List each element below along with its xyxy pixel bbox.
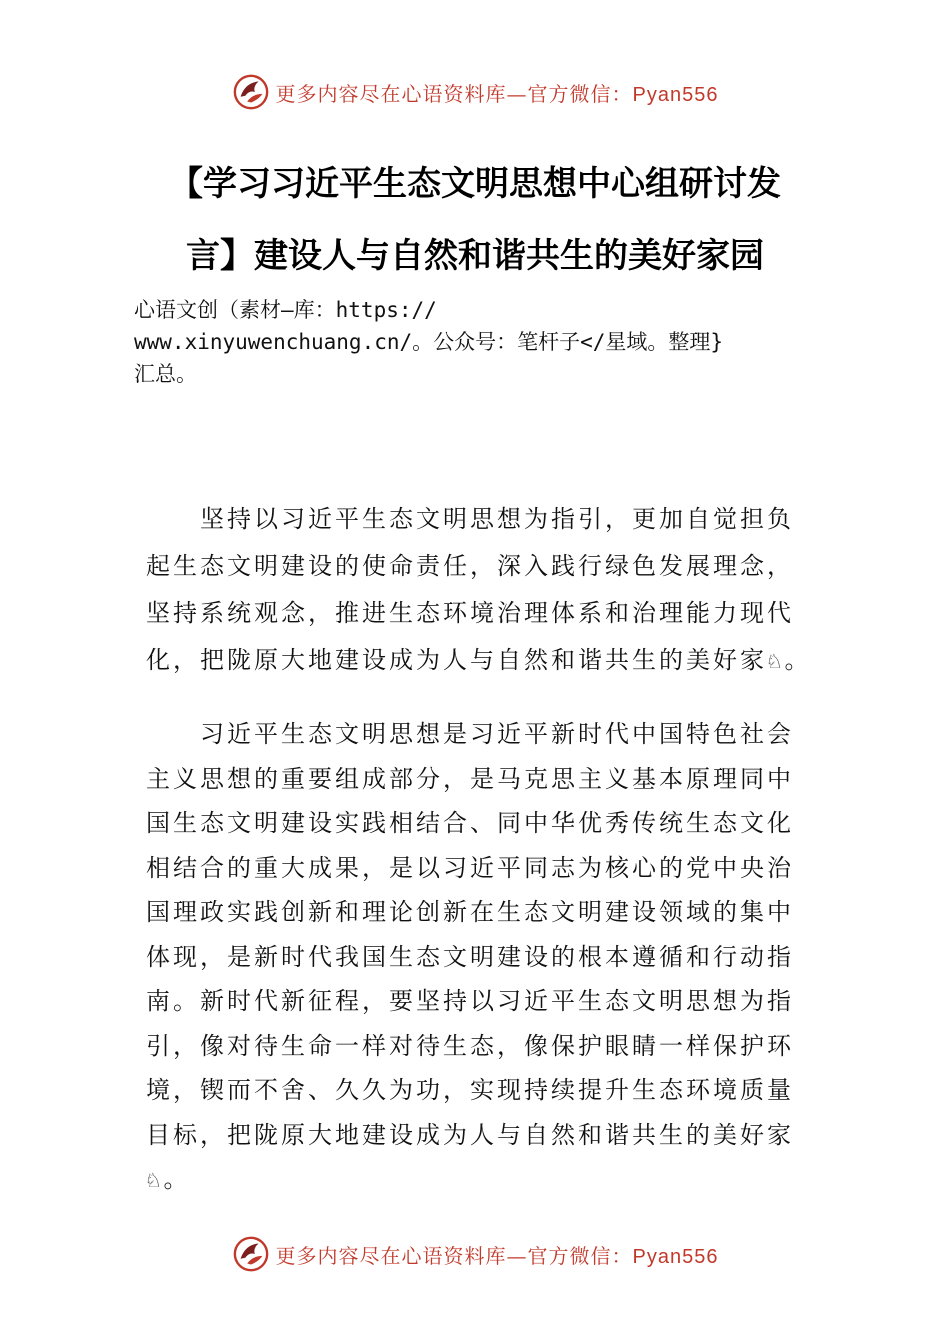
paragraph-line: 化，把陇原大地建设成为人与自然和谐共生的美好家♘。 <box>146 646 812 674</box>
source-line: 汇总。 <box>134 362 197 386</box>
paragraph-line: 国理政实践创新和理论创新在生态文明建设领域的集中 <box>146 898 794 926</box>
source-line: www.xinyuwenchuang.cn/。公众号：笔杆子</星域。整理} <box>134 330 724 354</box>
paragraph-line: 相结合的重大成果，是以习近平同志为核心的党中央治 <box>146 853 794 882</box>
paragraph-line: 引，像对待生命一样对待生态，像保护眼睛一样保护环 <box>146 1031 794 1060</box>
paragraph-line: 境，锲而不舍、久久为功，实现持续提升生态环境质量 <box>146 1076 794 1104</box>
header-banner-text: 更多内容尽在心语资料库—官方微信：Pyan556 <box>275 81 719 106</box>
paragraph-line: 坚持以习近平生态文明思想为指引，更加自觉担负 <box>146 505 794 533</box>
paragraph-line: 体现，是新时代我国生态文明建设的根本遵循和行动指 <box>146 942 794 971</box>
body-paragraph-2 <box>146 712 836 1202</box>
header-wechat-id: Pyan556 <box>632 83 719 106</box>
xinyu-logo-icon <box>232 73 270 111</box>
paragraph-line: 主义思想的重要组成部分，是马克思主义基本原理同中 <box>146 764 794 793</box>
body-paragraph-1 <box>146 496 836 684</box>
paragraph-line: ♘。 <box>146 1165 191 1193</box>
paragraph-line: 国生态文明建设实践相结合、同中华优秀传统生态文化 <box>146 809 794 837</box>
footer-banner-text: 更多内容尽在心语资料库—官方微信：Pyan556 <box>275 1243 719 1268</box>
page-title-line-1: 【学习习近平生态文明思想中心组研讨发 <box>169 164 781 204</box>
paragraph-line: 目标，把陇原大地建设成为人与自然和谐共生的美好家 <box>146 1120 794 1149</box>
source-note <box>134 294 834 390</box>
header-banner <box>0 70 950 114</box>
footer-banner <box>0 1232 950 1276</box>
paragraph-line: 起生态文明建设的使命责任，深入践行绿色发展理念， <box>146 552 794 580</box>
source-line: 心语文创（素材—库：https:// <box>134 298 437 322</box>
paragraph-line: 南。新时代新征程，要坚持以习近平生态文明思想为指 <box>146 987 794 1015</box>
footer-wechat-id: Pyan556 <box>632 1245 719 1268</box>
paragraph-line: 坚持系统观念，推进生态环境治理体系和治理能力现代 <box>146 599 794 627</box>
xinyu-logo-icon <box>232 1235 270 1273</box>
paragraph-line: 习近平生态文明思想是习近平新时代中国特色社会 <box>146 720 794 748</box>
page-title-line-2: 言】建设人与自然和谐共生的美好家园 <box>186 236 764 276</box>
